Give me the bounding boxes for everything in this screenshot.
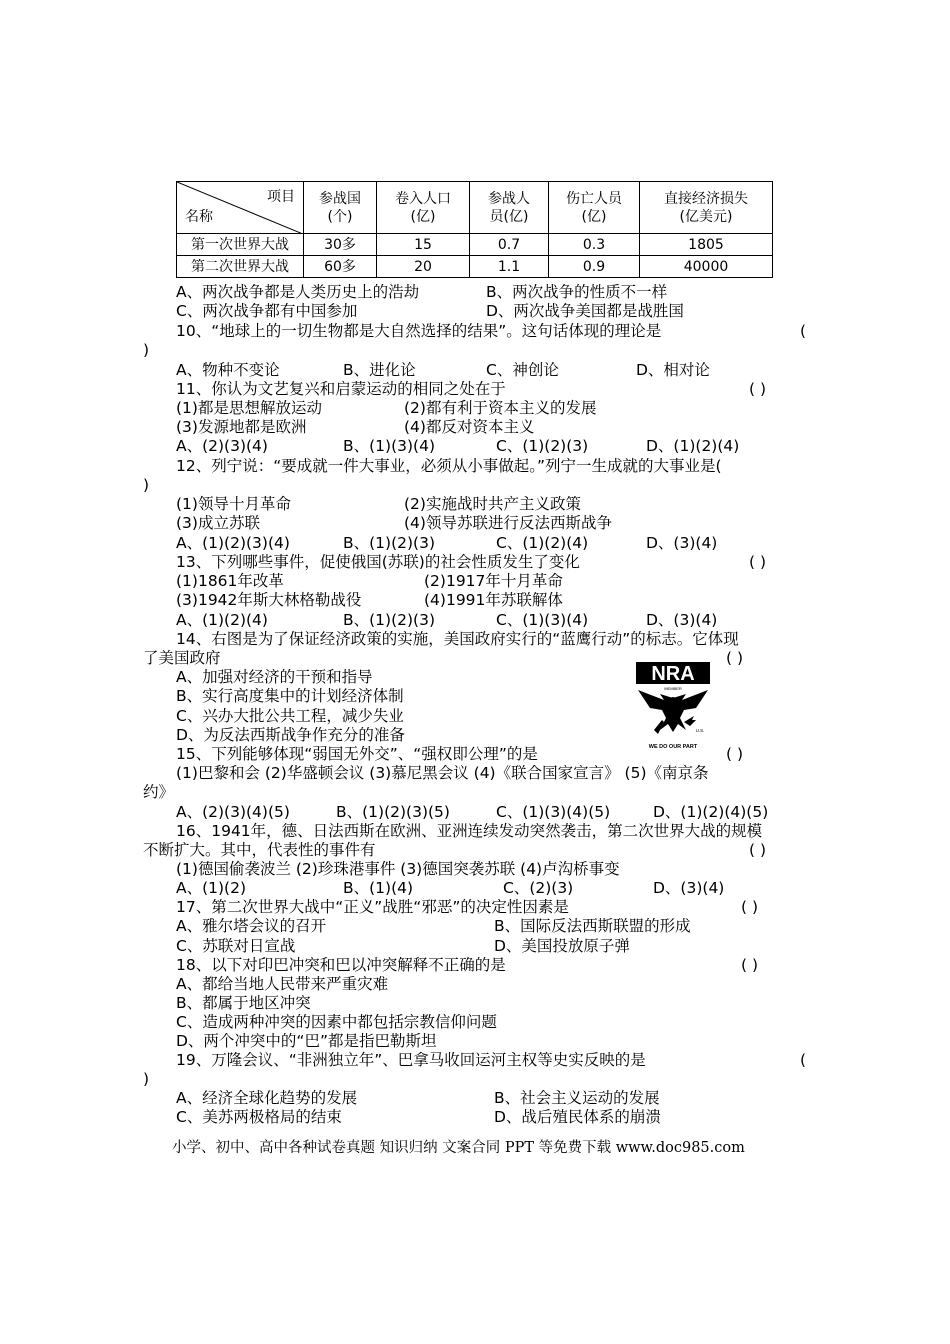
nra-blue-eagle-logo [634, 660, 712, 752]
svg-text:MEMBER: MEMBER [664, 686, 682, 691]
option-text: (2)1917年十月革命 [424, 572, 563, 590]
row-name: 第一次世界大战 [177, 234, 304, 256]
option-text: C、(2)(3) [503, 879, 574, 897]
row-name: 第二次世界大战 [177, 256, 304, 278]
answer-paren: ( [800, 322, 807, 340]
question-12: 12、列宁说：“要成就一件大事业，必须从小事做起。”列宁一生成就的大事业是( [176, 457, 722, 475]
answer-paren: ( ) [749, 841, 767, 859]
option-text: B、(1)(4) [343, 879, 414, 897]
option-text: D、美国投放原子弹 [494, 937, 630, 955]
svg-text:U.S.: U.S. [695, 728, 705, 733]
page-footer: 小学、初中、高中各种试卷真题 知识归纳 文案合同 PPT 等免费下载 www.doc985.com [172, 1140, 745, 1156]
option-text: (4)都反对资本主义 [404, 418, 535, 436]
corner-bottom-label: 名称 [185, 209, 213, 225]
option-text: B、社会主义运动的发展 [494, 1089, 660, 1107]
option-text: A、(1)(2) [176, 879, 247, 897]
option-text: A、雅尔塔会议的召开 [176, 917, 327, 935]
option-text: A、(1)(2)(4) [176, 611, 268, 629]
option-text: A、加强对经济的干预和指导 [176, 668, 373, 686]
option-text: D、相对论 [636, 361, 710, 379]
svg-text:WE DO OUR PART: WE DO OUR PART [648, 744, 698, 750]
option-text: C、神创论 [486, 361, 559, 379]
question-14-cont: 了美国政府 [143, 649, 221, 667]
option-text: B、(1)(3)(4) [343, 437, 436, 455]
option-text: (1)领导十月革命 [176, 495, 291, 513]
header-cell: 伤亡人员 (亿) [549, 182, 640, 234]
option-text: (3)成立苏联 [176, 514, 260, 532]
table-cell: 40000 [640, 256, 773, 278]
option-text: (4)1991年苏联解体 [424, 591, 563, 609]
table-cell: 1.1 [470, 256, 549, 278]
question-11: 11、你认为文艺复兴和启蒙运动的相同之处在于 [176, 380, 506, 398]
option-text: C、(1)(2)(4) [496, 534, 589, 552]
option-text: D、战后殖民体系的崩溃 [494, 1108, 661, 1126]
header-cell: 参战国 (个) [304, 182, 377, 234]
answer-paren: ( ) [749, 380, 767, 398]
table-cell: 0.9 [549, 256, 640, 278]
option-text: A、经济全球化趋势的发展 [176, 1089, 358, 1107]
option-text: (3)1942年斯大林格勒战役 [176, 591, 362, 609]
option-text: (3)发源地都是欧洲 [176, 418, 307, 436]
option-text: D、两个冲突中的“巴”都是指巴勒斯坦 [176, 1032, 437, 1050]
answer-paren: ( ) [726, 745, 744, 763]
answer-paren: ( [800, 1051, 807, 1069]
table-cell: 20 [377, 256, 470, 278]
option-text: C、美苏两极格局的结束 [176, 1108, 342, 1126]
table-row [177, 234, 773, 256]
option-text: C、兴办大批公共工程，减少失业 [176, 707, 404, 725]
answer-paren: ( ) [741, 898, 759, 916]
question-19: 19、万隆会议、“非洲独立年”、巴拿马收回运河主权等史实反映的是 [176, 1051, 646, 1069]
option-text: A、(1)(2)(3)(4) [176, 534, 290, 552]
question-14: 14、右图是为了保证经济政策的实施，美国政府实行的“蓝鹰行动”的标志。它体现 [176, 630, 739, 648]
option-text: D、(1)(2)(4)(5) [653, 803, 769, 821]
header-cell: 参战人 员(亿) [470, 182, 549, 234]
option-text: D、(3)(4) [653, 879, 725, 897]
question-16-cont: 不断扩大。其中，代表性的事件有 [143, 841, 376, 859]
table-cell: 0.3 [549, 234, 640, 256]
option-text: A、都给当地人民带来严重灾难 [176, 975, 389, 993]
option-text: (2)实施战时共产主义政策 [404, 495, 581, 513]
option-text: (1)德国偷袭波兰 (2)珍珠港事件 (3)德国突袭苏联 (4)卢沟桥事变 [176, 860, 620, 878]
option-text: (1)都是思想解放运动 [176, 399, 322, 417]
option-text: (1)巴黎和会 (2)华盛顿会议 (3)慕尼黑会议 (4)《联合国家宣言》 (5)《南京条 [176, 764, 709, 782]
option-text: C、(1)(3)(4) [496, 611, 589, 629]
option-text: B、国际反法西斯联盟的形成 [494, 917, 691, 935]
option-text: B、进化论 [343, 361, 416, 379]
option-text: C、(1)(3)(4)(5) [496, 803, 611, 821]
option-text: (1)1861年改革 [176, 572, 284, 590]
option-text: C、(1)(2)(3) [496, 437, 589, 455]
option-text: A、两次战争都是人类历史上的浩劫 [176, 283, 420, 301]
question-18: 18、以下对印巴冲突和巴以冲突解释不正确的是 [176, 956, 506, 974]
option-text: (4)领导苏联进行反法西斯战争 [404, 514, 612, 532]
question-13: 13、下列哪些事件，促使俄国(苏联)的社会性质发生了变化 [176, 553, 580, 571]
option-text: D、(3)(4) [646, 611, 718, 629]
option-text: D、(3)(4) [646, 534, 718, 552]
option-text: C、苏联对日宣战 [176, 937, 296, 955]
corner-top-label: 项目 [267, 189, 295, 205]
option-text: B、(1)(2)(3)(5) [336, 803, 450, 821]
question-15: 15、下列能够体现“弱国无外交”、“强权即公理”的是 [176, 745, 538, 763]
answer-paren: ) [143, 476, 150, 494]
option-text: (2)都有利于资本主义的发展 [404, 399, 597, 417]
option-text: B、两次战争的性质不一样 [486, 283, 668, 301]
option-text: A、物种不变论 [176, 361, 280, 379]
option-text: B、(1)(2)(3) [343, 611, 436, 629]
question-10: 10、“地球上的一切生物都是大自然选择的结果”。这句话体现的理论是 [176, 322, 662, 340]
table-cell: 60多 [304, 256, 377, 278]
answer-paren: ) [143, 1070, 150, 1088]
option-text: B、(1)(2)(3) [343, 534, 436, 552]
answer-paren: ) [143, 341, 150, 359]
eagle-icon [634, 660, 712, 752]
option-text: D、两次战争美国都是战胜国 [486, 302, 684, 320]
option-text: C、两次战争都有中国参加 [176, 302, 358, 320]
table-corner-cell [177, 182, 304, 234]
header-cell: 卷入人口 (亿) [377, 182, 470, 234]
option-text: A、(2)(3)(4) [176, 437, 268, 455]
option-text: D、为反法西斯战争作充分的准备 [176, 726, 405, 744]
option-text: B、实行高度集中的计划经济体制 [176, 687, 404, 705]
table-cell: 15 [377, 234, 470, 256]
answer-paren: ( ) [726, 649, 744, 667]
option-text: A、(2)(3)(4)(5) [176, 803, 290, 821]
table-row [177, 256, 773, 278]
answer-paren: ( ) [741, 956, 759, 974]
svg-text:NRA: NRA [651, 663, 695, 685]
option-text: 约》 [143, 783, 175, 801]
option-text: D、(1)(2)(4) [646, 437, 740, 455]
war-comparison-table [176, 181, 773, 278]
table-cell: 1805 [640, 234, 773, 256]
option-text: B、都属于地区冲突 [176, 994, 311, 1012]
header-cell: 直接经济损失 (亿美元) [640, 182, 773, 234]
option-text: C、造成两种冲突的因素中都包括宗教信仰问题 [176, 1013, 497, 1031]
question-17: 17、第二次世界大战中“正义”战胜“邪恶”的决定性因素是 [176, 898, 569, 916]
question-16: 16、1941年，德、日法西斯在欧洲、亚洲连续发动突然袭击，第二次世界大战的规模 [176, 822, 763, 840]
answer-paren: ( ) [749, 553, 767, 571]
table-cell: 30多 [304, 234, 377, 256]
table-cell: 0.7 [470, 234, 549, 256]
